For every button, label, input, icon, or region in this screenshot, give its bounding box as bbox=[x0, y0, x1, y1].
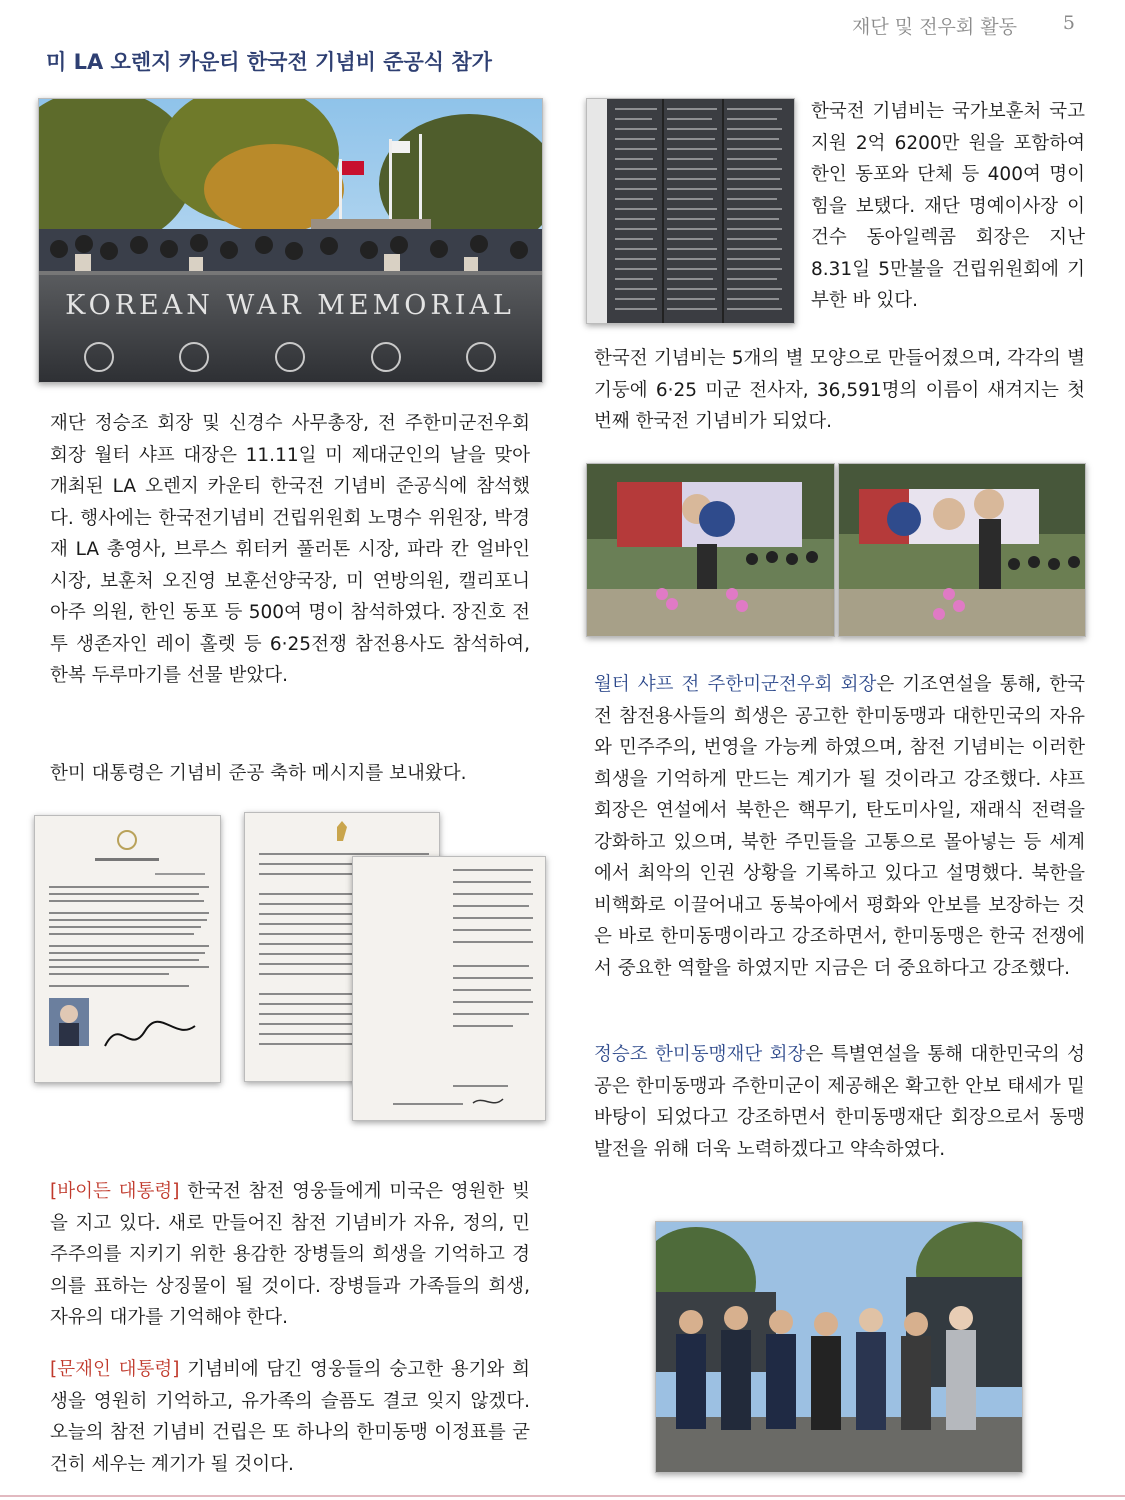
memorial-sign-text: KOREAN WAR MEMORIAL bbox=[65, 290, 515, 321]
letter-page-two-image bbox=[352, 856, 546, 1121]
sharp-text: 은 기조연설을 통해, 한국전 참전용사들의 희생은 공고한 한미동맹과 대한민국의 자유와 민주주의, 번영을 가능케 하였으며, 참전 기념비는 이러한 희생을 기억하게 만드는 계기가 될 것이라고 강조했다. 샤프 회장은 연설에서 북한은 핵무기, 탄도미사일, 재래식 전력을 강화하고 있으며, 북한 주민들을 고통으로 몰아넣는 등 세계에서 최악의 인권 상황을 기록하고 있다고 설명했다. 북한을 비핵화로 이끌어내고 동북아에서 평화와 안보를 보장하는 것은 바로 한미동맹이라고 강조하면서, 한미동맹은 한국 전쟁에서 중요한 역할을 하였지만 지금은 더 중요하다고 강조했다. bbox=[594, 674, 1086, 979]
moon-text: 기념비에 담긴 영웅들의 숭고한 용기와 희생을 영원히 기억하고, 유가족의 슬픔도 결코 잊지 않겠다. 오늘의 참전 기념비 건립은 또 하나의 한미동맹 이정표를 굳건히 세우는 계기가 될 것이다. bbox=[50, 1359, 530, 1475]
speech-photo-left bbox=[586, 463, 835, 637]
jung-text: 은 특별연설을 통해 대한민국의 성공은 한미동맹과 주한미군이 제공해온 확고한 안보 태세가 밑바탕이 되었다고 강조하면서 한미동맹재단 회장으로서 동맹 발전을 위해 더욱 노력하겠다고 약속하였다. bbox=[594, 1044, 1086, 1160]
names-wall-image bbox=[587, 99, 794, 323]
page-bottom-rule bbox=[0, 1495, 1125, 1497]
names-wall-photo bbox=[586, 98, 795, 324]
page-number: 5 bbox=[1062, 12, 1075, 34]
biden-text: 한국전 참전 영웅들에게 미국은 영원한 빚을 지고 있다. 새로 만들어진 참전 기념비가 자유, 정의, 민주주의를 지키기 위한 용감한 장병들의 희생을 기억하고 경의를 표하는 상징물이 될 것이다. 장병들과 가족들의 희생, 자유의 대가를 기억해야 한다. bbox=[50, 1181, 530, 1328]
jung-name: 정승조 한미동맹재단 회장 bbox=[594, 1044, 806, 1065]
funding-paragraph: 한국전 기념비는 국가보훈처 국고 지원 2억 6200만 원을 포함하여 한인 동포와 단체 등 400여 명이 힘을 보탰다. 재단 명예이사장 이건수 동아일렉콤 회장은 지난 8.31일 5만불을 건립위원회에 기부한 바 있다. bbox=[811, 101, 1085, 311]
biden-label: [바이든 대통령] bbox=[50, 1181, 180, 1202]
group-photo bbox=[655, 1221, 1023, 1473]
moon-label: [문재인 대통령] bbox=[50, 1359, 180, 1380]
biden-letter-image bbox=[34, 815, 221, 1083]
stars-paragraph: 한국전 기념비는 5개의 별 모양으로 만들어졌으며, 각각의 별 기둥에 6·25 미군 전사자, 36,591명의 이름이 새겨지는 첫 번째 한국전 기념비가 되었다. bbox=[594, 348, 1085, 432]
memorial-ceremony-image bbox=[39, 99, 542, 382]
speech-photo-right bbox=[838, 463, 1086, 637]
speech-left-image bbox=[587, 464, 834, 636]
page-title: 미 LA 오렌지 카운티 한국전 기념비 준공식 참가 bbox=[46, 50, 492, 74]
sharp-paragraph bbox=[594, 669, 1085, 984]
moon-paragraph bbox=[50, 1354, 530, 1480]
biden-paragraph bbox=[50, 1176, 530, 1334]
letter-page-two-graphic bbox=[353, 857, 545, 1120]
memorial-ceremony-photo bbox=[38, 98, 543, 383]
biden-letter-graphic bbox=[35, 816, 220, 1082]
speech-right-image bbox=[839, 464, 1085, 636]
running-header: 재단 및 전우회 활동 bbox=[852, 16, 1017, 38]
sharp-name: 월터 샤프 전 주한미군전우회 회장 bbox=[594, 674, 877, 695]
presidents-message-line: 한미 대통령은 기념비 준공 축하 메시지를 보내왔다. bbox=[50, 763, 467, 784]
jung-paragraph bbox=[594, 1039, 1085, 1165]
intro-paragraph: 재단 정승조 회장 및 신경수 사무총장, 전 주한미군전우회 회장 월터 샤프 대장은 11.11일 미 제대군인의 날을 맞아 개최된 LA 오렌지 카운티 한국전 기념비 준공식에 참석했다. 행사에는 한국전기념비 건립위원회 노명수 위원장, 박경재 LA 총영사, 브루스 휘터커 풀러톤 시장, 파라 칸 얼바인 시장, 보훈처 오진영 보훈선양국장, 미 연방의원, 캘리포니아주 의원, 한인 동포 등 500여 명이 참석하였다. 장진호 전투 생존자인 레이 홀렛 등 6·25전쟁 참전용사도 참석하여, 한복 두루마기를 선물 받았다. bbox=[50, 413, 530, 686]
group-photo-image bbox=[656, 1222, 1022, 1472]
